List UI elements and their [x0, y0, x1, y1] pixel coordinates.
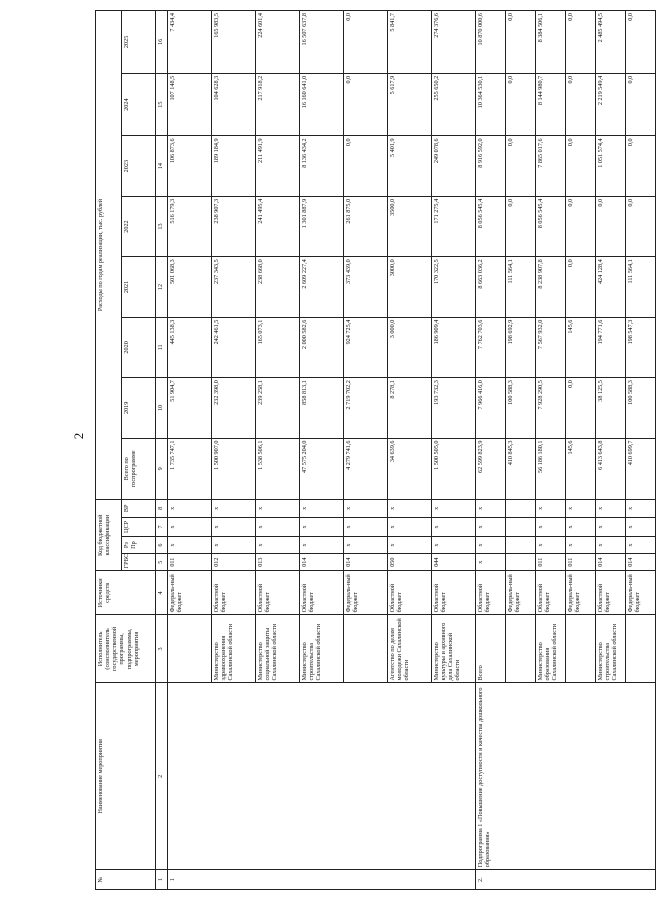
vr-cell: х: [212, 500, 256, 518]
activity-name: Подпрограмма 1 «Повышение доступности и качества дошкольного образования»: [476, 683, 656, 870]
executor-cell: Министерство строительства Сахалинской области: [596, 615, 626, 683]
header-no: №: [96, 870, 156, 890]
total-value: 34 639,6: [388, 438, 432, 500]
header-vr: ВР: [122, 500, 156, 518]
year-value: 232 398,0: [212, 378, 256, 438]
vr-cell: х: [344, 500, 388, 518]
col-number: 10: [156, 378, 168, 438]
executor-cell: Агентство по делам молодежи Сахалинской области: [388, 615, 432, 683]
budget-table: [95, 10, 656, 890]
year-value: 0,0: [344, 11, 388, 74]
rzpr-cell: х: [432, 537, 476, 553]
year-value: 239 258,1: [256, 378, 300, 438]
col-number: 15: [156, 73, 168, 136]
year-value: 2 485 494,5: [596, 11, 626, 74]
rzpr-cell: х: [256, 537, 300, 553]
year-value: 1 051 574,4: [596, 136, 626, 196]
csr-cell: х: [168, 517, 212, 537]
grbs-cell: х: [476, 553, 506, 571]
csr-cell: х: [536, 517, 566, 537]
year-value: 104 628,3: [212, 73, 256, 136]
csr-cell: х: [256, 517, 300, 537]
csr-cell: х: [476, 517, 506, 537]
source-cell: Областной бюджет: [536, 571, 566, 615]
year-value: 445 138,3: [168, 317, 212, 377]
year-value: 0,0: [626, 196, 656, 256]
csr-cell: х: [388, 517, 432, 537]
year-value: 8 663 036,2: [476, 257, 506, 317]
year-value: 0,0: [566, 257, 596, 317]
csr-cell: х: [566, 517, 596, 537]
header-csr: ЦСР: [122, 517, 156, 537]
year-value: 0,0: [626, 73, 656, 136]
year-value: 10 364 530,1: [476, 73, 506, 136]
year-value: 0,0: [566, 11, 596, 74]
table-row: [476, 11, 506, 890]
grbs-cell: 013: [256, 553, 300, 571]
year-value: 0,0: [566, 136, 596, 196]
rzpr-cell: х: [536, 537, 566, 553]
year-value: 8 238 907,8: [536, 257, 566, 317]
year-value: 16 160 641,0: [300, 73, 344, 136]
year-value: 111 564,1: [626, 257, 656, 317]
table-row: [168, 11, 212, 890]
source-cell: Федераль-ный бюджет: [506, 571, 536, 615]
csr-cell: х: [344, 517, 388, 537]
rzpr-cell: х: [626, 537, 656, 553]
year-value: 238 668,0: [256, 257, 300, 317]
year-value: 38 125,5: [596, 378, 626, 438]
total-value: 62 599 823,9: [476, 438, 506, 500]
year-value: 858 813,1: [300, 378, 344, 438]
year-value: 238 907,3: [212, 196, 256, 256]
year-value: 100 588,3: [506, 378, 536, 438]
col-number: 9: [156, 438, 168, 500]
grbs-cell: 014: [300, 553, 344, 571]
grbs-cell: 014: [626, 553, 656, 571]
executor-cell: [344, 615, 388, 683]
year-value: 0,0: [506, 11, 536, 74]
year-value: 7 434,4: [168, 11, 212, 74]
year-value: 261 875,0: [344, 196, 388, 256]
year-value: 165 983,5: [212, 11, 256, 74]
year-value: 193 732,3: [432, 378, 476, 438]
rzpr-cell: х: [596, 537, 626, 553]
year-value: 8 056 545,4: [476, 196, 506, 256]
activity-name: [168, 683, 476, 870]
header-expenses: Расходы по годам реализации, тыс. рублей: [96, 11, 122, 500]
header-year: 2021: [122, 257, 156, 317]
year-value: 170 322,5: [432, 257, 476, 317]
year-value: 0,0: [506, 73, 536, 136]
page-number: 2: [71, 432, 86, 440]
year-value: 7 966 416,0: [476, 378, 506, 438]
total-value: 6 413 643,8: [596, 438, 626, 500]
year-value: 0,0: [566, 73, 596, 136]
executor-cell: [168, 615, 212, 683]
header-source: Источники средств: [96, 571, 156, 615]
rzpr-cell: х: [300, 537, 344, 553]
year-value: 424 128,4: [596, 257, 626, 317]
year-value: 171 275,4: [432, 196, 476, 256]
rzpr-cell: х: [168, 537, 212, 553]
col-number: 8: [156, 500, 168, 518]
col-number: 1: [156, 870, 168, 890]
year-value: 100 588,3: [626, 378, 656, 438]
year-value: 5 841,7: [388, 11, 432, 74]
year-value: 0,0: [344, 73, 388, 136]
year-value: 501 068,3: [168, 257, 212, 317]
year-value: 3500,0: [388, 196, 432, 256]
header-rzpr: Рз Пр: [122, 537, 156, 553]
grbs-cell: 011: [566, 553, 596, 571]
col-number: 13: [156, 196, 168, 256]
year-value: 0,0: [506, 196, 536, 256]
col-number: 7: [156, 517, 168, 537]
col-number: 5: [156, 553, 168, 571]
rzpr-cell: х: [344, 537, 388, 553]
col-number: 6: [156, 537, 168, 553]
year-value: 0,0: [344, 136, 388, 196]
year-value: 0,0: [626, 136, 656, 196]
source-cell: Федераль-ный бюджет: [168, 571, 212, 615]
year-value: 198 692,9: [506, 317, 536, 377]
year-value: 8 144 980,7: [536, 73, 566, 136]
col-number: 3: [156, 615, 168, 683]
vr-cell: х: [626, 500, 656, 518]
source-cell: Областной бюджет: [596, 571, 626, 615]
year-value: 7 928 290,5: [536, 378, 566, 438]
total-value: 1 735 747,1: [168, 438, 212, 500]
year-value: 2 000 582,6: [300, 317, 344, 377]
year-value: 165 073,1: [256, 317, 300, 377]
year-value: 145,6: [566, 317, 596, 377]
row-number: 2.: [476, 870, 656, 890]
rzpr-cell: х: [388, 537, 432, 553]
year-value: 194 771,6: [596, 317, 626, 377]
vr-cell: х: [566, 500, 596, 518]
year-value: 8 136 434,2: [300, 136, 344, 196]
total-value: 56 186 180,1: [536, 438, 566, 500]
table-body: [168, 11, 656, 890]
year-value: 924 725,4: [344, 317, 388, 377]
year-value: 51 904,7: [168, 378, 212, 438]
grbs-cell: 014: [344, 553, 388, 571]
source-cell: Федераль-ный бюджет: [344, 571, 388, 615]
header-year: 2020: [122, 317, 156, 377]
col-number: 4: [156, 571, 168, 615]
header-year: 2025: [122, 11, 156, 74]
csr-cell: х: [300, 517, 344, 537]
grbs-cell: 050: [388, 553, 432, 571]
year-value: 0,0: [566, 196, 596, 256]
grbs-cell: 011: [168, 553, 212, 571]
source-cell: Областной бюджет: [300, 571, 344, 615]
vr-cell: х: [432, 500, 476, 518]
executor-cell: Министерство социальной защиты Сахалинской области: [256, 615, 300, 683]
year-value: 8 056 545,4: [536, 196, 566, 256]
total-value: 47 575 204,0: [300, 438, 344, 500]
year-value: 241 495,4: [256, 196, 300, 256]
year-value: 237 343,5: [212, 257, 256, 317]
executor-cell: [626, 615, 656, 683]
grbs-cell: 014: [596, 553, 626, 571]
header-year: 2023: [122, 136, 156, 196]
rzpr-cell: х: [476, 537, 506, 553]
grbs-cell: 044: [432, 553, 476, 571]
vr-cell: х: [596, 500, 626, 518]
source-cell: Областной бюджет: [432, 571, 476, 615]
csr-cell: х: [596, 517, 626, 537]
year-value: 7 567 932,0: [536, 317, 566, 377]
year-value: 373 439,0: [344, 257, 388, 317]
source-cell: Федераль-ный бюджет: [566, 571, 596, 615]
grbs-cell: 011: [536, 553, 566, 571]
rzpr-cell: х: [212, 537, 256, 553]
year-value: 10 870 000,6: [476, 11, 506, 74]
year-value: 217 918,2: [256, 73, 300, 136]
year-value: 189 184,9: [212, 136, 256, 196]
year-value: 0,0: [596, 196, 626, 256]
grbs-cell: 012: [212, 553, 256, 571]
vr-cell: х: [300, 500, 344, 518]
executor-cell: Министерство строительства Сахалинской области: [300, 615, 344, 683]
year-value: 0,0: [506, 136, 536, 196]
source-cell: Областной бюджет: [388, 571, 432, 615]
year-value: 2 609 227,4: [300, 257, 344, 317]
col-number: 14: [156, 136, 168, 196]
vr-cell: х: [476, 500, 506, 518]
year-value: 7 865 017,6: [536, 136, 566, 196]
rzpr-cell: [506, 537, 536, 553]
year-value: 106 873,6: [168, 136, 212, 196]
year-value: 198 547,3: [626, 317, 656, 377]
rzpr-cell: х: [566, 537, 596, 553]
year-value: 111 564,1: [506, 257, 536, 317]
year-value: 5 617,9: [388, 73, 432, 136]
year-value: 255 650,2: [432, 73, 476, 136]
year-value: 16 507 637,8: [300, 11, 344, 74]
executor-cell: Всего: [476, 615, 506, 683]
source-cell: Федераль-ный бюджет: [626, 571, 656, 615]
vr-cell: х: [168, 500, 212, 518]
source-cell: Областной бюджет: [256, 571, 300, 615]
total-value: 410 845,3: [506, 438, 536, 500]
total-value: 4 279 741,6: [344, 438, 388, 500]
year-value: 516 179,3: [168, 196, 212, 256]
year-value: 249 078,6: [432, 136, 476, 196]
row-number: 1: [168, 870, 476, 890]
executor-cell: [506, 615, 536, 683]
total-value: 410 699,7: [626, 438, 656, 500]
year-value: 2 719 702,2: [344, 378, 388, 438]
vr-cell: [506, 500, 536, 518]
csr-cell: х: [432, 517, 476, 537]
header-activity: Наименование мероприятия: [96, 683, 156, 870]
rotated-page: [95, 10, 642, 890]
executor-cell: Министерство культуры и архивного дела Сахалинской области: [432, 615, 476, 683]
executor-cell: Министерство здравоохранения Сахалинской области: [212, 615, 256, 683]
source-cell: Областной бюджет: [212, 571, 256, 615]
total-value: 1 500 907,0: [212, 438, 256, 500]
header-grbs: ГРБС: [122, 553, 156, 571]
header-year: 2022: [122, 196, 156, 256]
year-value: 8 278,1: [388, 378, 432, 438]
header-total-prog: Всего по госпрограмме: [122, 438, 156, 500]
year-value: 224 601,4: [256, 11, 300, 74]
executor-cell: [566, 615, 596, 683]
year-value: 211 491,9: [256, 136, 300, 196]
year-value: 107 148,5: [168, 73, 212, 136]
source-cell: Областной бюджет: [476, 571, 506, 615]
year-value: 2 219 549,4: [596, 73, 626, 136]
col-number: 12: [156, 257, 168, 317]
vr-cell: х: [388, 500, 432, 518]
year-value: 186 909,4: [432, 317, 476, 377]
year-value: 1 301 887,9: [300, 196, 344, 256]
year-value: 242 461,5: [212, 317, 256, 377]
col-number: 16: [156, 11, 168, 74]
grbs-cell: [506, 553, 536, 571]
csr-cell: [506, 517, 536, 537]
year-value: 274 376,6: [432, 11, 476, 74]
year-value: 8 384 506,1: [536, 11, 566, 74]
header-year: 2024: [122, 73, 156, 136]
year-value: 0,0: [566, 378, 596, 438]
total-value: 145,6: [566, 438, 596, 500]
year-value: 5 401,9: [388, 136, 432, 196]
header-budget-code: Код бюджетной классификации: [96, 500, 122, 571]
year-value: 7 762 703,6: [476, 317, 506, 377]
year-value: 0,0: [626, 11, 656, 74]
csr-cell: х: [626, 517, 656, 537]
year-value: 3 000,0: [388, 317, 432, 377]
vr-cell: х: [536, 500, 566, 518]
header-year: 2019: [122, 378, 156, 438]
vr-cell: х: [256, 500, 300, 518]
csr-cell: х: [212, 517, 256, 537]
year-value: 8 916 592,0: [476, 136, 506, 196]
total-value: 1 538 506,1: [256, 438, 300, 500]
col-number: 2: [156, 683, 168, 870]
col-number: 11: [156, 317, 168, 377]
header-executor: Исполнитель (соисполнитель государственной программы, подпрограммы, мероприятия: [96, 615, 156, 683]
total-value: 1 500 505,0: [432, 438, 476, 500]
executor-cell: Министерство образования Сахалинской области: [536, 615, 566, 683]
year-value: 3000,0: [388, 257, 432, 317]
